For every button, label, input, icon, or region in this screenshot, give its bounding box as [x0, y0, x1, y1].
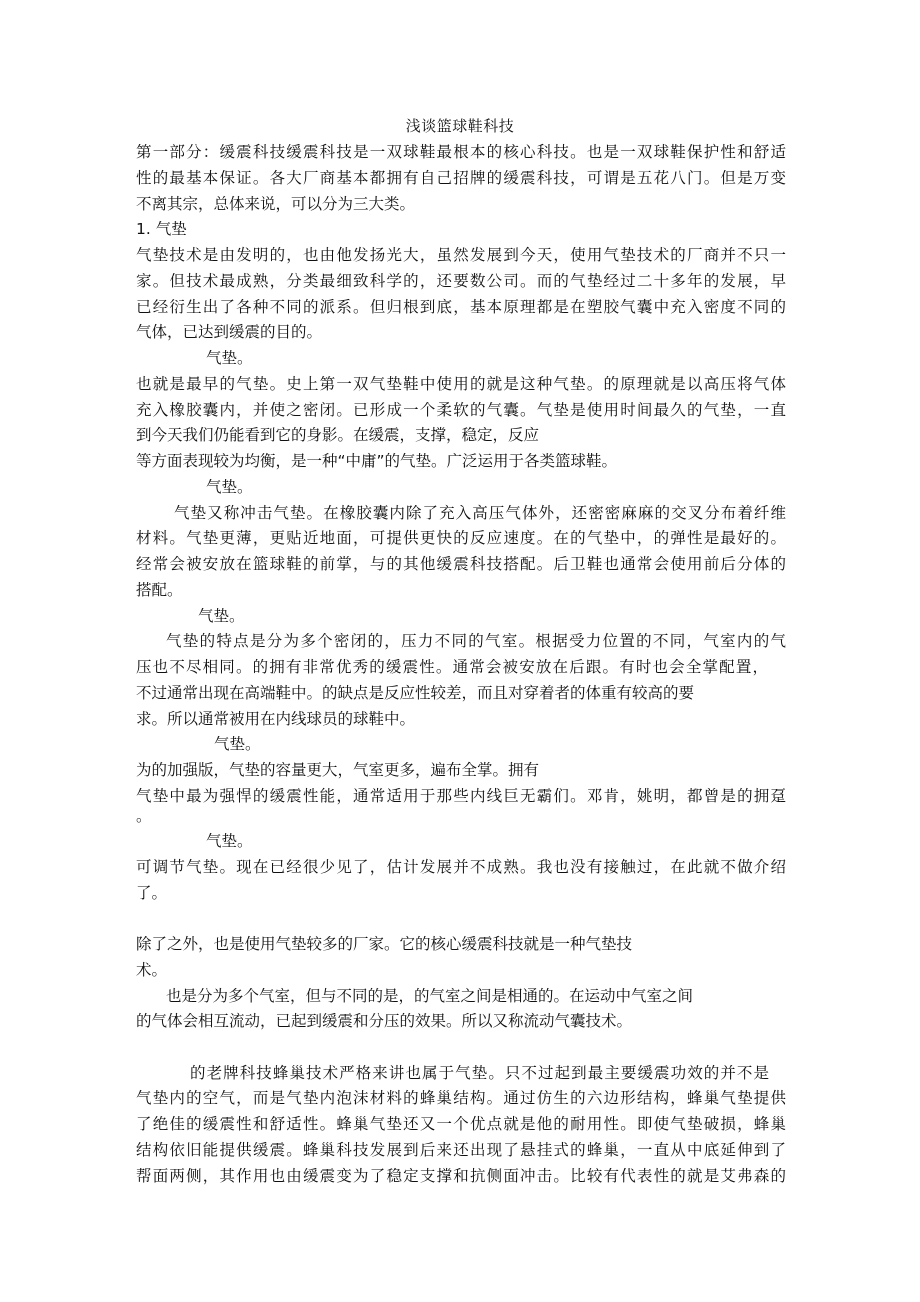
paragraph-line: 了。 [136, 884, 168, 902]
paragraph-line: 结构依旧能提供缓震。蜂巢科技发展到后来还出现了悬挂式的蜂巢，一直从中底延伸到了 [136, 1141, 786, 1159]
paragraph-line: 充入橡胶囊内，并使之密闭。已形成一个柔软的气囊。气垫是使用时间最久的气垫，一直 [136, 401, 786, 419]
paragraph-line: 已经衍生出了各种不同的派系。但归根到底，基本原理都是在塑胶气囊中充入密度不同的 [136, 298, 786, 316]
paragraph-line: 等方面表现较为均衡，是一种“中庸”的气垫。广泛运用于各类篮球鞋。 [136, 452, 618, 470]
paragraph-line: 气垫又称冲击气垫。在橡胶囊内除了充入高压气体外，还密密麻麻的交叉分布着纤维 [174, 504, 786, 522]
paragraph-line: 了绝佳的缓震性和舒适性。蜂巢气垫还又一个优点就是他的耐用性。即使气垫破损，蜂巢 [136, 1115, 786, 1133]
paragraph-line: 不离其宗，总体来说，可以分为三大类。 [136, 195, 416, 213]
paragraph-line: 经常会被安放在篮球鞋的前掌，与的其他缓震科技搭配。后卫鞋也通常会使用前后分体的 [136, 555, 786, 573]
paragraph-line: 的老牌科技蜂巢技术严格来讲也属于气垫。只不过起到最主要缓震功效的并不是 [190, 1064, 769, 1082]
paragraph-line: 也就是最早的气垫。史上第一双气垫鞋中使用的就是这种气垫。的原理就是以高压将气体 [136, 375, 786, 393]
paragraph-line: 气体，已达到缓震的目的。 [136, 323, 323, 341]
paragraph-line: 也是分为多个气室，但与不同的是，的气室之间是相通的。在运动中气室之间 [166, 987, 694, 1005]
paragraph-line: 气垫的特点是分为多个密闭的，压力不同的气室。根据受力位置的不同，气室内的气 [166, 632, 786, 650]
paragraph-line: 压也不尽相同。的拥有非常优秀的缓震性。通常会被安放在后跟。有时也会全掌配置， [136, 658, 768, 676]
subheading: 气垫。 [206, 349, 253, 367]
paragraph-line: 除了之外，也是使用气垫较多的厂家。它的核心缓震科技就是一种气垫技 [136, 935, 633, 953]
subheading: 气垫。 [198, 607, 245, 625]
paragraph-line: 的气体会相互流动，已起到缓震和分压的效果。所以又称流动气囊技术。 [136, 1012, 633, 1030]
paragraph-line: 气垫技术是由发明的，也由他发扬光大，虽然发展到今天，使用气垫技术的厂商并不只一 [136, 246, 786, 264]
paragraph-line: 搭配。 [136, 581, 183, 599]
paragraph-line: 。 [136, 807, 152, 825]
paragraph-line: 家。但技术最成熟，分类最细致科学的，还要数公司。而的气垫经过二十多年的发展，早 [136, 272, 786, 290]
section-heading: 1. 气垫 [136, 220, 187, 238]
paragraph-line: 为的加强版，气垫的容量更大，气室更多，遍布全掌。拥有 [136, 761, 540, 779]
document-title: 浅谈篮球鞋科技 [405, 117, 515, 135]
paragraph-line: 帮面两侧，其作用也由缓震变为了稳定支撑和抗侧面冲击。比较有代表性的就是艾弗森的 [136, 1167, 786, 1185]
paragraph-line: 不过通常出现在高端鞋中。的缺点是反应性较差，而且对穿着者的体重有较高的要 [136, 684, 695, 702]
paragraph-line: 求。所以通常被用在内线球员的球鞋中。 [136, 710, 416, 728]
paragraph-line: 气垫中最为强悍的缓震性能，通常适用于那些内线巨无霸们。邓肯，姚明，都曾是的拥趸 [136, 787, 786, 805]
subheading: 气垫。 [206, 478, 253, 496]
subheading: 气垫。 [206, 832, 253, 850]
paragraph-line: 性的最基本保证。各大厂商基本都拥有自己招牌的缓震科技，可谓是五花八门。但是万变 [136, 169, 786, 187]
paragraph-line: 术。 [136, 961, 168, 979]
paragraph-line: 材料。气垫更薄，更贴近地面，可提供更快的反应速度。在的气垫中，的弹性是最好的。 [136, 529, 786, 547]
subheading: 气垫。 [214, 735, 261, 753]
paragraph-line: 第一部分：缓震科技缓震科技是一双球鞋最根本的核心科技。也是一双球鞋保护性和舒适 [136, 143, 786, 161]
paragraph-line: 可调节气垫。现在已经很少见了，估计发展并不成熟。我也没有接触过，在此就不做介绍 [136, 858, 786, 876]
paragraph-line: 到今天我们仍能看到它的身影。在缓震，支撑，稳定，反应 [136, 426, 540, 444]
paragraph-line: 气垫内的空气，而是气垫内泡沫材料的蜂巢结构。通过仿生的六边形结构，蜂巢气垫提供 [136, 1089, 786, 1107]
